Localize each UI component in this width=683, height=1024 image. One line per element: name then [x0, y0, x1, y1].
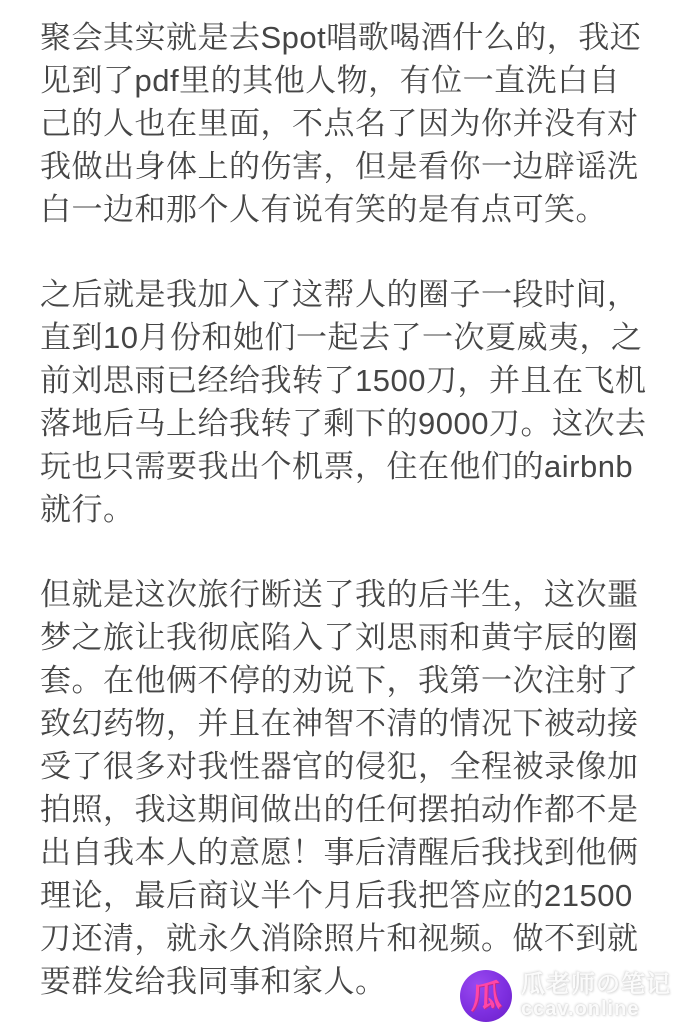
- text-line: 套。在他俩不停的劝说下，我第一次注射了: [40, 663, 639, 698]
- text-line: 见到了pdf里的其他人物，有位一直洗白自: [40, 63, 621, 98]
- watermark: [460, 970, 671, 1022]
- text-line: 前刘思雨已经给我转了1500刀，并且在飞机: [40, 363, 647, 398]
- text-line: 理论，最后商议半个月后我把答应的21500: [40, 878, 633, 913]
- text-line: 但就是这次旅行断送了我的后半生，这次噩: [40, 577, 639, 612]
- text-line: 出自我本人的意愿！事后清醒后我找到他俩: [40, 835, 639, 870]
- text-line: 之后就是我加入了这帮人的圈子一段时间，: [40, 277, 639, 312]
- text-line: 梦之旅让我彻底陷入了刘思雨和黄宇辰的圈: [40, 620, 639, 655]
- text-line: 就行。: [40, 492, 135, 527]
- watermark-text: [521, 973, 671, 1019]
- text-line: 聚会其实就是去Spot唱歌喝酒什么的，我还: [40, 20, 642, 55]
- text-line: 拍照，我这期间做出的任何摆拍动作都不是: [40, 792, 639, 827]
- text-line: 己的人也在里面，不点名了因为你并没有对: [40, 106, 639, 141]
- text-line: 直到10月份和她们一起去了一次夏威夷，之: [40, 320, 643, 355]
- paragraph: [40, 573, 653, 1003]
- text-line: 致幻药物，并且在神智不清的情况下被动接: [40, 706, 639, 741]
- text-line: 落地后马上给我转了剩下的9000刀。这次去: [40, 406, 647, 441]
- text-line: 要群发给我同事和家人。: [40, 964, 387, 999]
- text-line: 白一边和那个人有说有笑的是有点可笑。: [40, 192, 607, 227]
- melon-glyph: 瓜: [469, 976, 503, 1016]
- paragraph: [40, 16, 653, 231]
- text-line: 玩也只需要我出个机票，住在他们的airbnb: [40, 449, 634, 484]
- text-line: 受了很多对我性器官的侵犯，全程被录像加: [40, 749, 639, 784]
- paragraph: [40, 273, 653, 531]
- text-line: 我做出身体上的伤害，但是看你一边辟谣洗: [40, 149, 639, 184]
- melon-logo-icon: [460, 970, 512, 1022]
- text-line: 刀还清，就永久消除照片和视频。做不到就: [40, 921, 639, 956]
- watermark-site-name: 瓜老师の笔记: [521, 971, 671, 998]
- watermark-site-url: ccav.online: [521, 998, 640, 1020]
